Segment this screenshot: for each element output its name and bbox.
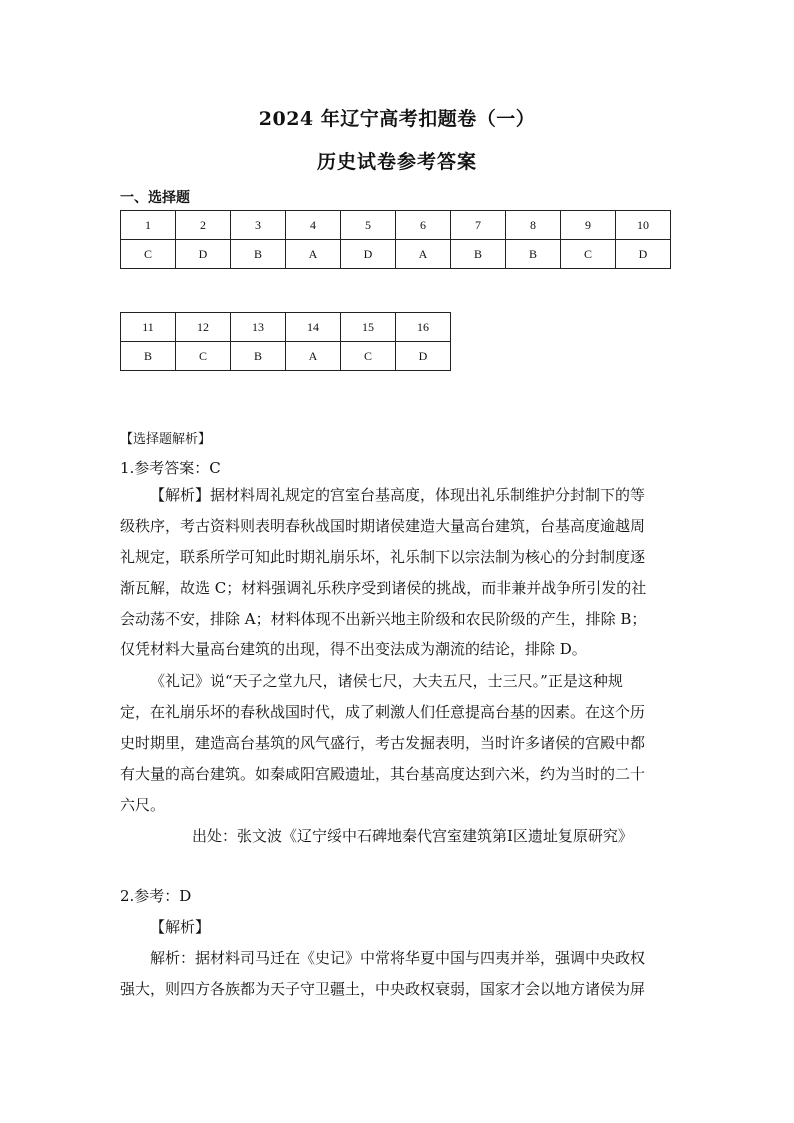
table-cell: 1	[121, 211, 176, 240]
table-cell: 2	[176, 211, 231, 240]
table-cell: C	[561, 240, 616, 269]
table-cell: D	[616, 240, 671, 269]
table-cell: D	[396, 342, 451, 371]
q1-text-line: 史时期里，建造高台基筑的风气盛行，考古发掘表明，当时许多诸侯的宫殿中都	[120, 734, 646, 752]
table-cell: C	[121, 240, 176, 269]
table-cell: A	[286, 342, 341, 371]
table-cell: 15	[341, 313, 396, 342]
q1-text-line: 级秩序，考古资料则表明春秋战国时期诸侯建造大量高台建筑，台基高度逾越周	[120, 517, 646, 535]
q2-text-line: 强大，则四方各族都为天子守卫疆土，中央政权衰弱，国家才会以地方诸侯为屏	[120, 980, 646, 998]
table-cell: D	[176, 240, 231, 269]
q1-text-line: 【解析】据材料周礼规定的宫室台基高度，体现出礼乐制维护分封制下的等	[150, 486, 646, 504]
q1-text-line: 定，在礼崩乐坏的春秋战国时代，成了刺激人们任意提高台基的因素。在这个历	[120, 703, 646, 721]
section-heading-choice: 一、选择题	[120, 190, 190, 206]
table-cell: 13	[231, 313, 286, 342]
table-cell: 10	[616, 211, 671, 240]
table-cell: 8	[506, 211, 561, 240]
table-cell: 9	[561, 211, 616, 240]
table-cell: D	[341, 240, 396, 269]
table-cell: 7	[451, 211, 506, 240]
table-cell: 5	[341, 211, 396, 240]
table-cell: 4	[286, 211, 341, 240]
table-cell: 3	[231, 211, 286, 240]
table-cell: 14	[286, 313, 341, 342]
table-row-answers	[121, 240, 671, 269]
table-cell: 6	[396, 211, 451, 240]
table-cell: C	[176, 342, 231, 371]
analysis-heading: 【选择题解析】	[120, 432, 212, 447]
table-row-numbers	[121, 211, 671, 240]
q1-text-line: 礼规定，联系所学可知此时期礼崩乐坏，礼乐制下以宗法制为核心的分封制度逐	[120, 548, 646, 566]
table-cell: B	[451, 240, 506, 269]
table-cell: 11	[121, 313, 176, 342]
q2-text-line: 解析：据材料司马迁在《史记》中常将华夏中国与四夷并举，强调中央政权	[150, 949, 646, 967]
q1-text-line: 仅凭材料大量高台建筑的出现，得不出变法成为潮流的结论，排除 D。	[120, 640, 587, 658]
table-cell: C	[341, 342, 396, 371]
q1-answer-line: 1.参考答案：C	[120, 459, 221, 477]
table-cell: A	[286, 240, 341, 269]
table-cell: B	[231, 342, 286, 371]
q1-text-line: 渐瓦解，故选 C；材料强调礼乐秩序受到诸侯的挑战，而非兼并战争所引发的社	[120, 579, 647, 597]
q1-text-line: 有大量的高台建筑。如秦咸阳宫殿遗址，其台基高度达到六米，约为当时的二十	[120, 765, 646, 783]
q2-analysis-label: 【解析】	[150, 918, 211, 936]
table-cell: B	[121, 342, 176, 371]
table-cell: 12	[176, 313, 231, 342]
q1-text-line: 六尺。	[120, 796, 166, 814]
page-title: 2024 年辽宁高考扣题卷（一）	[258, 108, 536, 130]
q1-text-line: 《礼记》说“天子之堂九尺，诸侯七尺，大夫五尺，士三尺。”正是这种规	[150, 672, 623, 690]
table-cell: B	[231, 240, 286, 269]
page-subtitle: 历史试卷参考答案	[316, 151, 477, 173]
table-cell: A	[396, 240, 451, 269]
table-row-numbers	[121, 313, 451, 342]
table-row-answers	[121, 342, 451, 371]
table-cell: B	[506, 240, 561, 269]
table-cell: 16	[396, 313, 451, 342]
answer-table-2	[120, 312, 451, 371]
q1-text-line: 会动荡不安，排除 A；材料体现不出新兴地主阶级和农民阶级的产生，排除 B；	[120, 610, 647, 628]
answer-table-1	[120, 210, 671, 269]
q1-source-citation: 出处：张文波《辽宁绥中石碑地秦代宫室建筑第Ⅰ区遗址复原研究》	[192, 827, 633, 845]
q2-answer-line: 2.参考：D	[120, 887, 192, 905]
